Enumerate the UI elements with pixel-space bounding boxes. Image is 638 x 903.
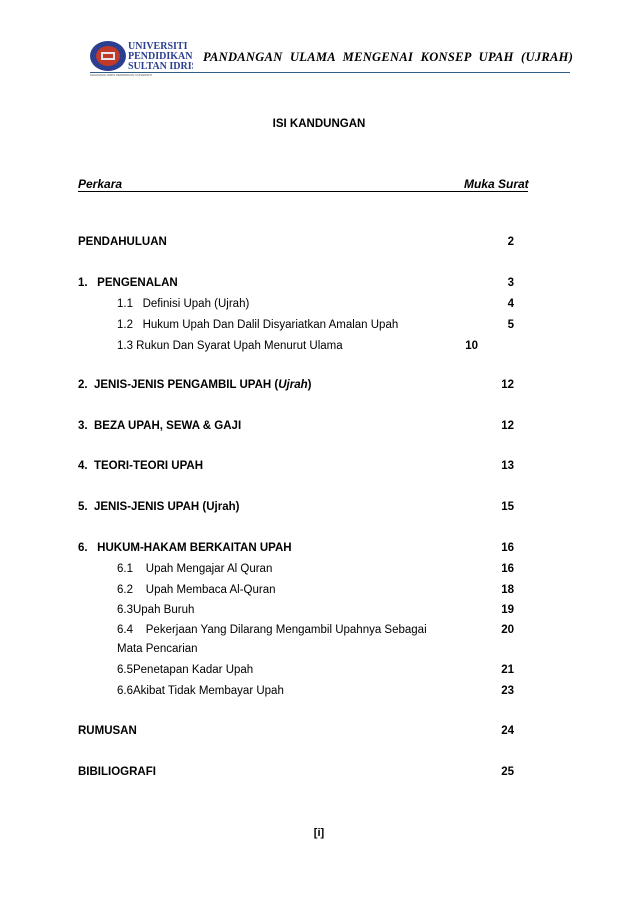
logo-line-3: SULTAN IDRIS — [128, 61, 193, 72]
toc-page-number: 24 — [501, 725, 514, 737]
toc-page-number: 4 — [507, 298, 514, 310]
toc-page-number: 5 — [507, 319, 514, 331]
toc-heading: ISI KANDUNGAN — [272, 118, 366, 130]
toc-page-number: 20 — [501, 624, 514, 636]
toc-entry-upah-buruh[interactable]: 6.3Upah Buruh — [117, 604, 195, 616]
toc-entry-pendahuluan[interactable]: PENDAHULUAN — [78, 236, 167, 248]
column-header-underline — [78, 191, 528, 192]
toc-entry-definisi-upah[interactable]: 1.1 Definisi Upah (Ujrah) — [117, 298, 250, 310]
page-number: [i] — [313, 827, 325, 839]
toc-entry-pekerjaan-dilarang[interactable]: 6.4 Pekerjaan Yang Dilarang Mengambil Upahnya Sebagai — [117, 624, 427, 636]
toc-page-number: 13 — [501, 460, 514, 472]
toc-entry-hukum-upah[interactable]: 1.2 Hukum Upah Dan Dalil Disyariatkan Amalan Upah — [117, 319, 399, 331]
toc-entry-upah-membaca[interactable]: 6.2 Upah Membaca Al-Quran — [117, 584, 276, 596]
toc-entry-jenis-pengambil-upah[interactable]: 2. JENIS-JENIS PENGAMBIL UPAH (Ujrah) — [78, 379, 312, 391]
toc-page-number: 2 — [507, 236, 514, 248]
toc-entry-bibiliografi[interactable]: BIBILIOGRAFI — [78, 766, 156, 778]
toc-page-number: 25 — [501, 766, 514, 778]
toc-page-number: 18 — [501, 584, 514, 596]
toc-entry-jenis-upah[interactable]: 5. JENIS-JENIS UPAH (Ujrah) — [78, 501, 240, 513]
toc-entry-hukum-hakam[interactable]: 6. HUKUM-HAKAM BERKAITAN UPAH — [78, 542, 292, 554]
toc-entry-akibat-tidak-membayar[interactable]: 6.6Akibat Tidak Membayar Upah — [117, 685, 284, 697]
toc-entry-penetapan-kadar[interactable]: 6.5Penetapan Kadar Upah — [117, 664, 254, 676]
logo-tagline: KHAZANAH IDRIS PENDIDIKAN UNIVERSITI — [90, 73, 153, 77]
column-header-perkara: Perkara — [78, 177, 123, 191]
toc-page-number: 15 — [501, 501, 514, 513]
document-header-title: PANDANGAN ULAMA MENGENAI KONSEP UPAH (UJRAH) — [203, 50, 574, 64]
toc-entry-teori-upah[interactable]: 4. TEORI-TEORI UPAH — [78, 460, 204, 472]
logo-line-1: UNIVERSITI — [128, 41, 188, 52]
toc-page-number: 19 — [501, 604, 514, 616]
toc-entry-upah-mengajar[interactable]: 6.1 Upah Mengajar Al Quran — [117, 563, 273, 575]
toc-page-number: 12 — [501, 420, 514, 432]
toc-entry-beza-upah[interactable]: 3. BEZA UPAH, SEWA & GAJI — [78, 420, 242, 432]
toc-page-number: 16 — [501, 563, 514, 575]
toc-page-number: 21 — [501, 664, 514, 676]
toc-entry-rukun-syarat[interactable]: 1.3 Rukun Dan Syarat Upah Menurut Ulama — [117, 340, 343, 352]
toc-page-number: 3 — [507, 277, 514, 289]
header-divider — [90, 72, 570, 73]
toc-entry-rumusan[interactable]: RUMUSAN — [78, 725, 137, 737]
logo-line-2: PENDIDIKAN — [128, 51, 193, 62]
toc-entry-pengenalan[interactable]: 1. PENGENALAN — [78, 277, 178, 289]
toc-page-number: 12 — [501, 379, 514, 391]
column-header-muka-surat: Muka Surat — [464, 177, 529, 191]
toc-page-number: 23 — [501, 685, 514, 697]
toc-entry-pekerjaan-dilarang-continued: Mata Pencarian — [117, 643, 198, 655]
toc-page-number: 16 — [501, 542, 514, 554]
toc-page-number: 10 — [465, 340, 478, 352]
